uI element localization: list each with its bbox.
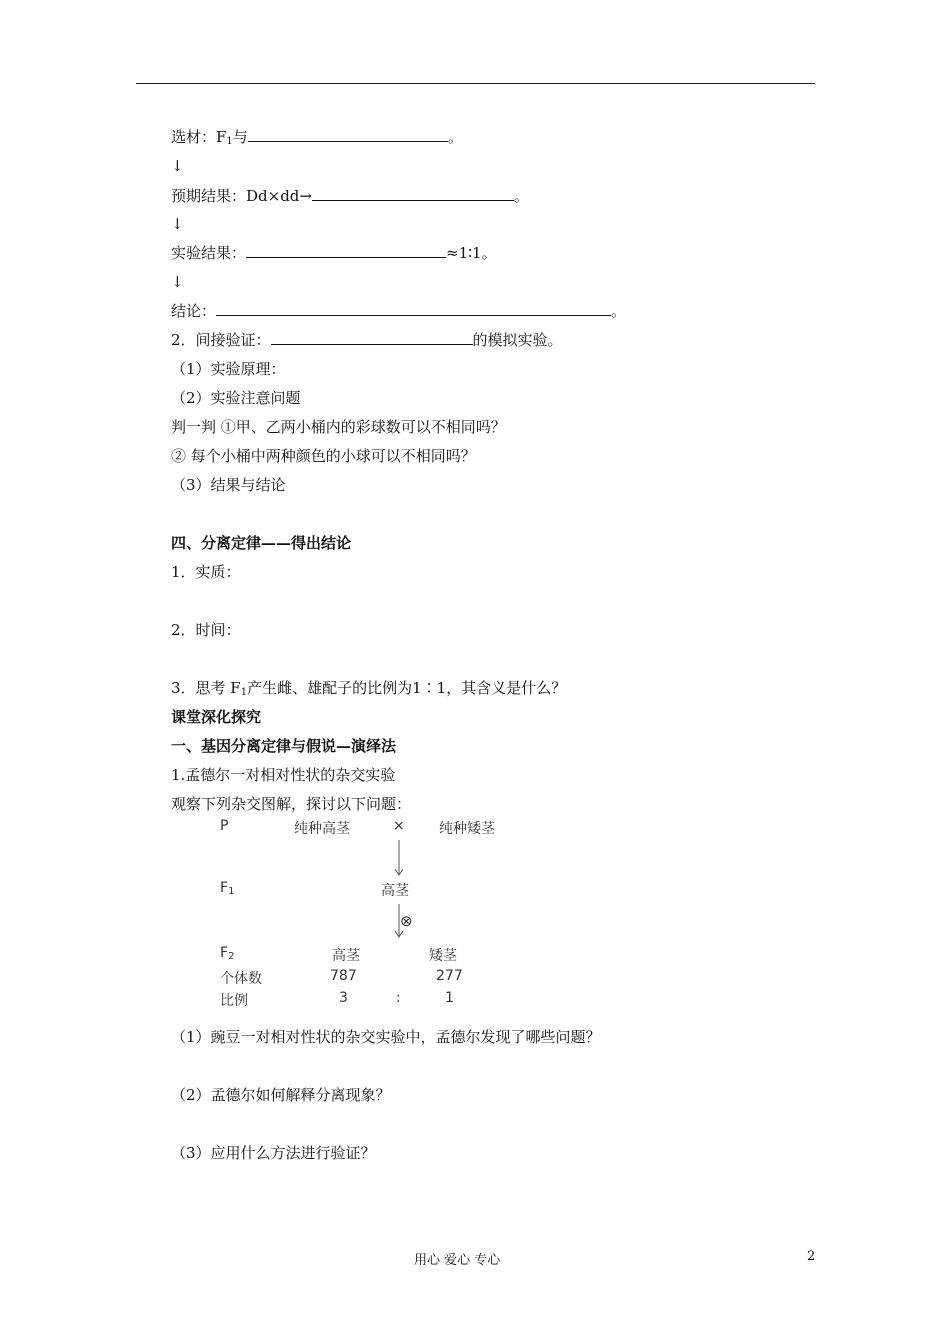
heading-gene-law: 一、基因分离定律与假说—演绎法 — [171, 737, 397, 755]
question-1: （1）豌豆一对相对性状的杂交实验中，孟德尔发现了哪些问题？ — [171, 1028, 601, 1046]
text: 实验结果： — [171, 244, 247, 262]
f2-label — [220, 945, 234, 962]
fill-blank[interactable] — [246, 243, 446, 258]
text: 与 — [232, 128, 248, 146]
ratio-tall: 3 — [339, 990, 348, 1006]
text: 。 — [513, 187, 529, 205]
line-judge-2: ② 每个小桶中两种颜色的小球可以不相同吗？ — [171, 447, 476, 465]
parent-tall: 纯种高茎 — [294, 821, 350, 837]
line-judge-1: 判一判 ①甲、乙两小桶内的彩球数可以不相同吗？ — [171, 418, 506, 436]
ratio-separator: : — [396, 990, 401, 1006]
text: F — [220, 945, 229, 961]
p-label: P — [220, 818, 229, 834]
line-mendel-experiment: 1.孟德尔一对相对性状的杂交实验 — [171, 766, 396, 784]
line-material — [171, 127, 463, 152]
line-essence: 1．实质： — [171, 563, 241, 581]
line-time: 2．时间： — [171, 621, 241, 639]
text: 3．思考 F — [171, 679, 241, 697]
ratio-short: 1 — [445, 990, 454, 1006]
line-result-conclusion: （3）结果与结论 — [171, 476, 286, 494]
arrow-down-icon: ↓ — [171, 273, 184, 291]
subscript: 1 — [240, 687, 248, 698]
f1-label — [220, 880, 234, 897]
f1-value: 高茎 — [381, 883, 409, 899]
page-number: 2 — [807, 1249, 816, 1264]
header-rule — [136, 83, 815, 84]
text: 预期结果：Dd×dd→ — [171, 187, 312, 205]
line-think — [171, 678, 566, 703]
question-2: （2）孟德尔如何解释分离现象？ — [171, 1086, 391, 1104]
text: ≈1∶1。 — [446, 244, 497, 262]
cross-diagram — [210, 812, 530, 1017]
text: 的模拟实验。 — [472, 331, 563, 349]
fill-blank[interactable] — [312, 186, 514, 201]
f2-tall: 高茎 — [332, 948, 360, 964]
subscript: 1 — [226, 136, 233, 147]
text: 2．间接验证： — [171, 331, 271, 349]
line-notes: （2）实验注意问题 — [171, 389, 301, 407]
line-expected-result — [171, 186, 529, 206]
count-label: 个体数 — [220, 971, 262, 987]
f2-short: 矮茎 — [429, 948, 457, 964]
fill-blank[interactable] — [271, 330, 473, 345]
count-tall: 787 — [330, 968, 357, 984]
cross-symbol: × — [393, 818, 405, 834]
arrow-down-icon: ↓ — [171, 157, 184, 175]
subscript: 2 — [228, 951, 235, 962]
line-conclusion — [171, 301, 626, 321]
fill-blank[interactable] — [248, 127, 448, 142]
text: 产生雌、雄配子的比例为1∶1，其含义是什么？ — [247, 679, 567, 697]
arrow-down-icon: ↓ — [171, 215, 184, 233]
line-principle: （1）实验原理： — [171, 360, 286, 378]
count-short: 277 — [436, 968, 463, 984]
text: 选材：F — [171, 128, 227, 146]
text: 。 — [611, 302, 627, 320]
fill-blank[interactable] — [216, 301, 611, 316]
line-observe: 观察下列杂交图解，探讨以下问题： — [171, 795, 412, 813]
arrow-down-icon — [392, 840, 406, 878]
text: 结论： — [171, 302, 217, 320]
text: 。 — [447, 128, 463, 146]
heading-classroom: 课堂深化探究 — [171, 708, 262, 726]
parent-short: 纯种矮茎 — [439, 821, 495, 837]
footer-motto: 用心 爱心 专心 — [414, 1253, 501, 1268]
subscript: 1 — [228, 886, 235, 897]
question-3: （3）应用什么方法进行验证？ — [171, 1144, 376, 1162]
heading-segregation-law: 四、分离定律——得出结论 — [171, 534, 352, 552]
ratio-label: 比例 — [220, 993, 248, 1009]
self-cross-icon: ⊗ — [400, 912, 413, 930]
line-experiment-result — [171, 243, 497, 263]
line-indirect-verification — [171, 330, 563, 350]
text: F — [220, 880, 229, 896]
